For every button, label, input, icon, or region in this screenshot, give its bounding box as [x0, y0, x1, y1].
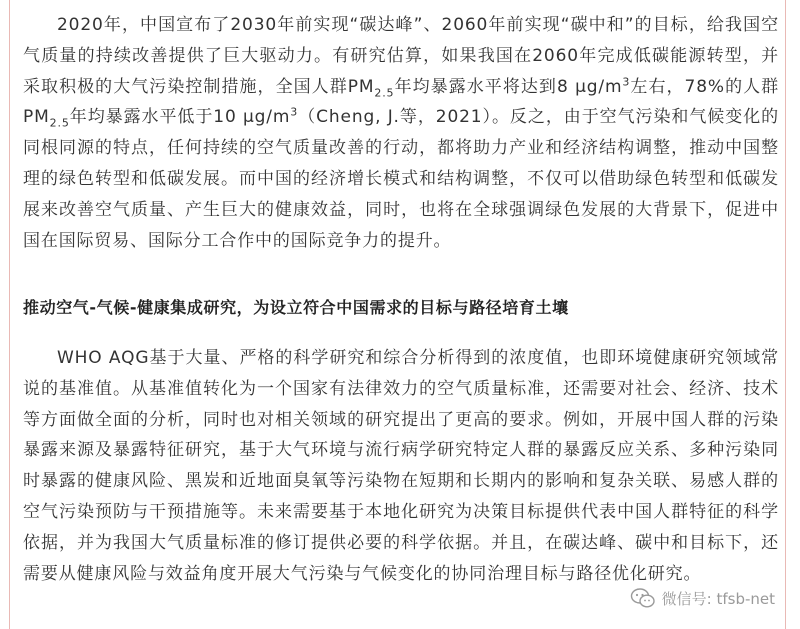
p1-text-d: 年均暴露水平低于10 μg/m	[69, 107, 291, 128]
unit-superscript: 3	[622, 74, 631, 88]
p1-text-b: 年均暴露水平将达到8 μg/m	[394, 76, 623, 97]
p1-text-e: （Cheng, J.等，2021）。反之，由于空气污染和气候变化的同根同源的特点，任何持续的空气质量改善的行动，都将助力产业和经济结构调整，推动中国整理的绿色转型和低碳发展。而中国的经济增长模式和结构调整，不仅可以借助绿色转型和低碳发展来改善空气质量、产生巨大的健康效益，同时，也将在全球强调绿色发展的大背景下，促进中国在国际贸易、国际分工合作中的国际竞争力的提升。	[23, 107, 779, 251]
wechat-icon	[630, 587, 656, 609]
paragraph-who-aqg: WHO AQG基于大量、严格的科学研究和综合分析得到的浓度值，也即环境健康研究领域常说的基准值。从基准值转化为一个国家有法律效力的空气质量标准，还需要对社会、经济、技术等方面做全面的分析，同时也对相关领域的研究提出了更高的要求。例如，开展中国人群的污染暴露来源及暴露特征研究，基于大气环境与流行病学研究特定人群的暴露反应关系、多种污染同时暴露的健康风险、黑炭和近地面臭氧等污染物在短期和长期内的影响和复杂关联、易感人群的空气污染预防与干预措施等。未来需要基于本地化研究为决策目标提供代表中国人群特征的科学依据，并为我国大气质量标准的修订提供必要的科学依据。并且，在碳达峰、碳中和目标下，还需要从健康风险与效益角度开展大气污染与气候变化的协同治理目标与路径优化研究。	[23, 348, 779, 584]
unit-superscript: 3	[290, 105, 299, 119]
paragraph-carbon-goals	[23, 10, 779, 256]
pm-subscript: 2.5	[49, 116, 70, 130]
p1-text-a: 2020年，中国宣布了2030年前实现“碳达峰”、2060年前实现“碳中和”的目标，给我国空气质量的持续改善提供了巨大驱动力。有研究估算，如果我国在2060年完成低碳能源转型，并采取积极的大气污染控制措施，全国人群PM	[23, 15, 779, 97]
wechat-watermark	[630, 587, 775, 609]
section-heading: 推动空气-气候-健康集成研究，为设立符合中国需求的目标与路径培育土壤	[23, 298, 569, 317]
pm-subscript: 2.5	[374, 85, 395, 99]
p1-text-c: 左右，78%的人群PM	[23, 76, 780, 128]
watermark-text: 微信号: tfsb-net	[661, 589, 775, 608]
